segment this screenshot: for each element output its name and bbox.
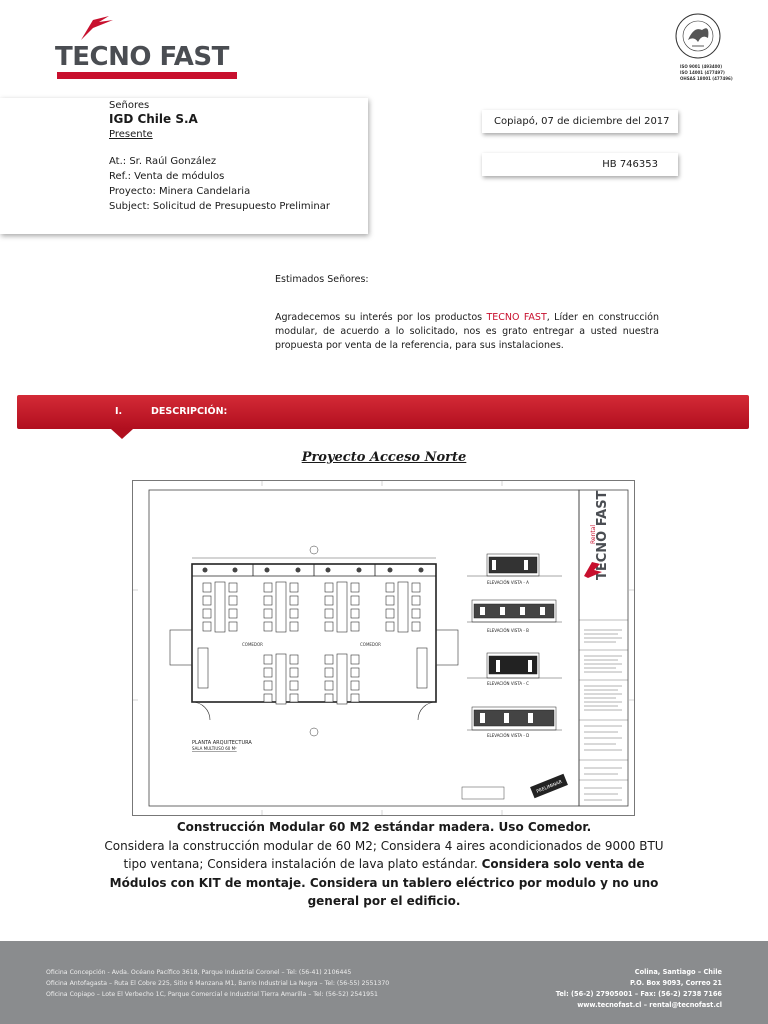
hq-contact-link[interactable]: www.tecnofast.cl – rental@tecnofast.cl (577, 1001, 722, 1009)
recipient-company: IGD Chile S.A (109, 112, 198, 126)
para-start: Agradecemos su interés por los productos (275, 312, 487, 323)
room-label: COMEDOR (242, 642, 263, 647)
certification-seal (668, 12, 733, 88)
cert-line: OHSAS 18001 (477496) (680, 76, 733, 81)
description-line-1: Construcción Modular 60 M2 estándar madera. Uso Comedor. (176, 820, 592, 834)
architectural-drawing (132, 480, 635, 816)
elevation-label: ELEVACIÓN VISTA - B (487, 628, 529, 633)
title-block-brand: TECNO FAST (595, 490, 610, 580)
room-label: COMEDOR (360, 642, 381, 647)
cert-line: ISO 9001 (493400) (680, 64, 723, 69)
footer-offices (46, 967, 389, 1000)
attention-line: At.: Sr. Raúl González (109, 156, 217, 167)
description-part-2: Considera la construcción modular de 60 M2; (104, 838, 381, 853)
certification-seal-icon (668, 12, 728, 64)
para-end: , Líder en construcción modular, de acuerdo a lo solicitado, nos es grato entregar a usted nuestra propuesta por venta de la referencia, para sus instalaciones. (275, 312, 660, 351)
description-part-3: Considera 4 aires acondicionados de 9000 BTU tipo ventana; Considera instalación de lava plato estándar. (123, 838, 664, 871)
section-header-bar (17, 395, 749, 429)
hq-line: Tel: (56-2) 27905001 – Fax: (56-2) 2738 7166 (555, 990, 722, 998)
elevation-label: ELEVACIÓN VISTA - D (487, 733, 530, 738)
project-title: Proyecto Acceso Norte (301, 450, 467, 465)
presente-label: Presente (109, 129, 153, 140)
logo-swoosh-icon (79, 14, 115, 42)
preliminary-stamp: PRELIMINAR (535, 779, 564, 795)
hq-line: Colina, Santiago – Chile (634, 968, 722, 976)
greeting: Estimados Señores: (275, 274, 369, 285)
title-block-sub: Rental (590, 524, 597, 544)
intro-paragraph (275, 311, 659, 353)
plan-title: PLANTA ARQUITECTURA (192, 740, 252, 746)
section-number: I. (115, 406, 123, 417)
description-block (100, 818, 668, 911)
document-ref-box: HB 746353 (482, 153, 678, 176)
section-title: DESCRIPCIÓN: (151, 406, 228, 417)
elevation-label: ELEVACIÓN VISTA - C (487, 681, 529, 686)
footer-headquarters (556, 967, 722, 1011)
logo-text: TECNO FAST (55, 42, 229, 72)
section-pointer (111, 429, 133, 439)
office-line: Oficina Concepción - Avda. Océano Pacífico 3618, Parque Industrial Coronel – Tel: (56-41) 2106445 (46, 969, 352, 976)
footer (0, 941, 768, 1024)
logo-underline-bar (57, 72, 237, 79)
project-line: Proyecto: Minera Candelaria (109, 186, 251, 197)
hq-line: P.O. Box 9093, Correo 21 (630, 979, 722, 987)
reference-line: Ref.: Venta de módulos (109, 171, 225, 182)
description-part-4: Considera solo venta de Módulos con KIT de montaje. Considera un tablero eléctrico por modulo y no uno general por el edificio. (109, 857, 659, 908)
elevation-label: ELEVACIÓN VISTA - A (487, 580, 529, 585)
para-brand: TECNO FAST (486, 312, 547, 323)
plan-subtitle: SALA MULTIUSO 60 M² (192, 746, 237, 751)
office-line: Oficina Copiapo – Lote El Verbecho 1C, Parque Comercial e Industrial Tierra Amarilla – Tel: (56-52) 2541951 (46, 991, 378, 998)
date-box: Copiapó, 07 de diciembre del 2017 (482, 110, 678, 133)
company-logo (55, 14, 240, 82)
subject-line: Subject: Solicitud de Presupuesto Preliminar (109, 201, 330, 212)
recipient-card (0, 98, 368, 234)
office-line: Oficina Antofagasta – Ruta El Cobre 225, Sitio 6 Manzana M1, Barrio Industrial La Negra – Tel: (56-55) 2551370 (46, 980, 390, 987)
cert-line: ISO 14001 (477497) (680, 70, 725, 75)
salutation: Señores (109, 100, 150, 111)
